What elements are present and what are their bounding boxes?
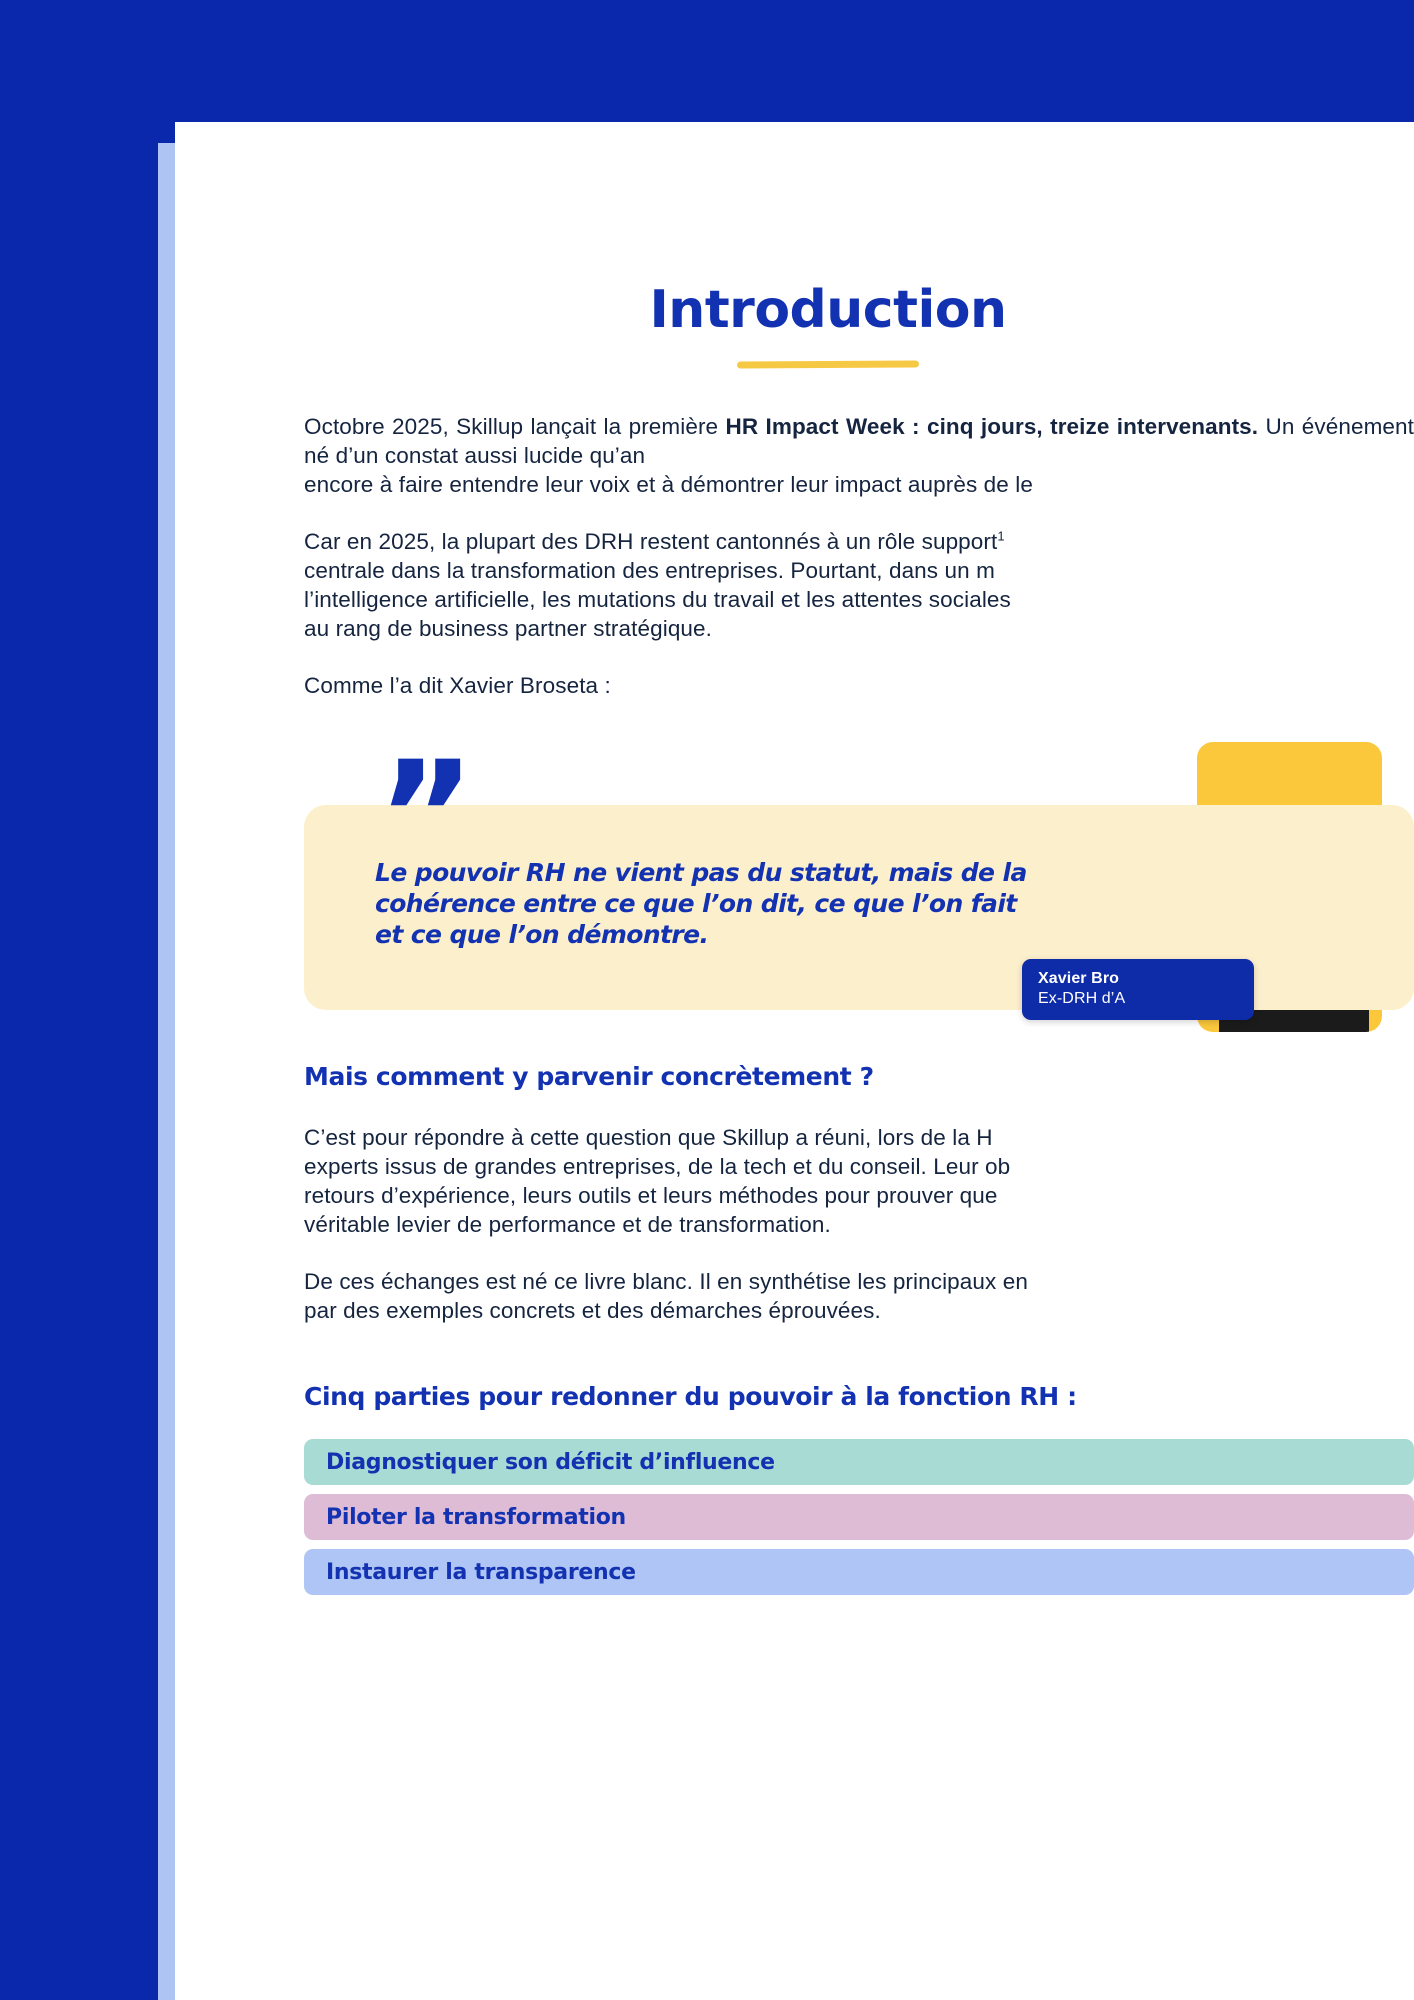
document-paper-sheet <box>175 122 1414 2000</box>
part-bar-2[interactable] <box>304 1494 1414 1540</box>
how-to-p1-line-2: experts issus de grandes entreprises, de la tech et du conseil. Leur ob <box>304 1154 1011 1179</box>
how-to-heading: Mais comment y parvenir concrètement ? <box>304 1062 874 1091</box>
part-bar-1[interactable] <box>304 1439 1414 1485</box>
intro-p2-line-1: Car en 2025, la plupart des DRH restent cantonnés à un rôle support <box>304 529 998 554</box>
how-to-p2-line-2: par des exemples concrets et des démarches éprouvées. <box>304 1298 881 1323</box>
speaker-name: Xavier Bro <box>1038 970 1120 987</box>
intro-p1-line-3: encore à faire entendre leur voix et à démontrer leur impact auprès de le <box>304 472 1033 497</box>
intro-body-text <box>304 412 1414 700</box>
page-title: Introduction <box>649 280 1007 340</box>
how-to-paragraph-1 <box>304 1123 1414 1239</box>
intro-p2-line-3: l’intelligence artificielle, les mutations du travail et les attentes sociales <box>304 587 1011 612</box>
intro-p1-segment-plain-a: Octobre 2025, Skillup lançait la première <box>304 414 726 439</box>
intro-paragraph-2 <box>304 527 1414 643</box>
intro-paragraph-1 <box>304 412 1414 499</box>
how-to-paragraph-2 <box>304 1267 1414 1325</box>
footnote-marker-1: 1 <box>997 528 1005 544</box>
title-underline-accent <box>737 361 919 369</box>
how-to-p1-line-3: retours d’expérience, leurs outils et leurs méthodes pour prouver que <box>304 1183 998 1208</box>
intro-p2-line-2: centrale dans la transformation des entreprises. Pourtant, dans un m <box>304 558 995 583</box>
intro-quote-lead-in: Comme l’a dit Xavier Broseta : <box>304 673 611 698</box>
speaker-role: Ex-DRH d’A <box>1038 990 1126 1007</box>
how-to-section <box>304 1062 1414 1325</box>
intro-p1-segment-bold-b: treize intervenants. <box>1050 414 1259 439</box>
speaker-attribution-badge <box>1022 959 1254 1020</box>
part-bar-3[interactable] <box>304 1549 1414 1595</box>
how-to-p1-line-4: véritable levier de performance et de transformation. <box>304 1212 831 1237</box>
quotation-mark-icon: ” <box>377 730 470 904</box>
part-bar-1-label: Diagnostiquer son déficit d’influence <box>326 1449 775 1475</box>
five-parts-heading: Cinq parties pour redonner du pouvoir à la fonction RH : <box>304 1382 1077 1411</box>
intro-p2-line-4: au rang de business partner stratégique. <box>304 616 713 641</box>
part-bar-3-label: Instaurer la transparence <box>326 1559 636 1585</box>
intro-p1-segment-bold-a: HR Impact Week : cinq jours, <box>725 414 1051 439</box>
part-bar-2-label: Piloter la transformation <box>326 1504 626 1530</box>
pull-quote-text: Le pouvoir RH ne vient pas du statut, mais de la cohérence entre ce que l’on dit, ce que l’on fait et ce que l’on démontre. <box>375 858 1027 949</box>
five-parts-section <box>304 1382 1414 1604</box>
how-to-p2-line-1: De ces échanges est né ce livre blanc. Il en synthétise les principaux en <box>304 1269 1028 1294</box>
how-to-p1-line-1: C’est pour répondre à cette question que Skillup a réuni, lors de la H <box>304 1125 993 1150</box>
intro-p1-segment-plain-b: Un événement né d’un constat aussi lucide qu’an <box>304 414 1414 468</box>
page-title-block <box>304 282 1352 368</box>
pull-quote-block <box>304 730 1414 1032</box>
